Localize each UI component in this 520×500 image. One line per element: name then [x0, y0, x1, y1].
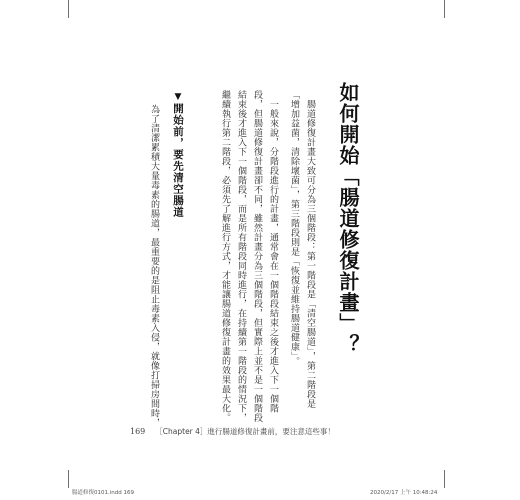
- print-slug-timestamp: 2020/2/17 上午 10:48:24: [370, 490, 438, 496]
- crop-mark-top-left-v: [68, 0, 69, 18]
- subsection-body-line: 為了清潔累積大量毒素的腸道，最重要的是阻止毒素入侵，就像打掃房間時，: [149, 95, 159, 428]
- running-footer: [130, 426, 335, 437]
- body-line-4: 段，但腸道修復計畫卻不同，雖然計畫分為三個階段，但實際上並不是一個階段: [252, 90, 262, 423]
- body-line-6: 繼續執行第二階段，必須先了解進行方式，才能讓腸道修復計畫的效果最大化。: [220, 90, 230, 423]
- triangle-marker-icon: ▼: [173, 92, 183, 103]
- crop-mark-bottom-right-v: [444, 470, 445, 488]
- crop-mark-bottom-left-v: [68, 470, 69, 488]
- print-slug-file: 腸道修復0101.indd 169: [72, 490, 134, 496]
- page-title: 如何開始「腸道修復計畫」？: [336, 82, 360, 355]
- chapter-label: ［Chapter 4］進行腸道修復計畫前，要注意這些事！: [155, 427, 335, 436]
- body-line-3: 一般來說，分階段進行的計畫，通常會在一個階段結束之後才進入下一個階: [268, 90, 278, 413]
- crop-mark-top-right-v: [444, 0, 445, 18]
- subheading-text: 開始前，要先清空腸道: [172, 103, 184, 218]
- body-line-2: 「增加益菌，清除壞菌」，第三階段則是「恢復並維持腸道健康」。: [289, 90, 299, 366]
- page-number: 169: [130, 427, 146, 436]
- body-line-5: 結束後才進入下一個階段，而是所有階段同時進行，在持續第一階段的情況下，: [236, 90, 246, 423]
- body-line-1: 腸道修復計畫大致可分為三個階段：第一階段是「清空腸道」，第二階段是: [305, 90, 315, 409]
- subheading: [171, 92, 186, 218]
